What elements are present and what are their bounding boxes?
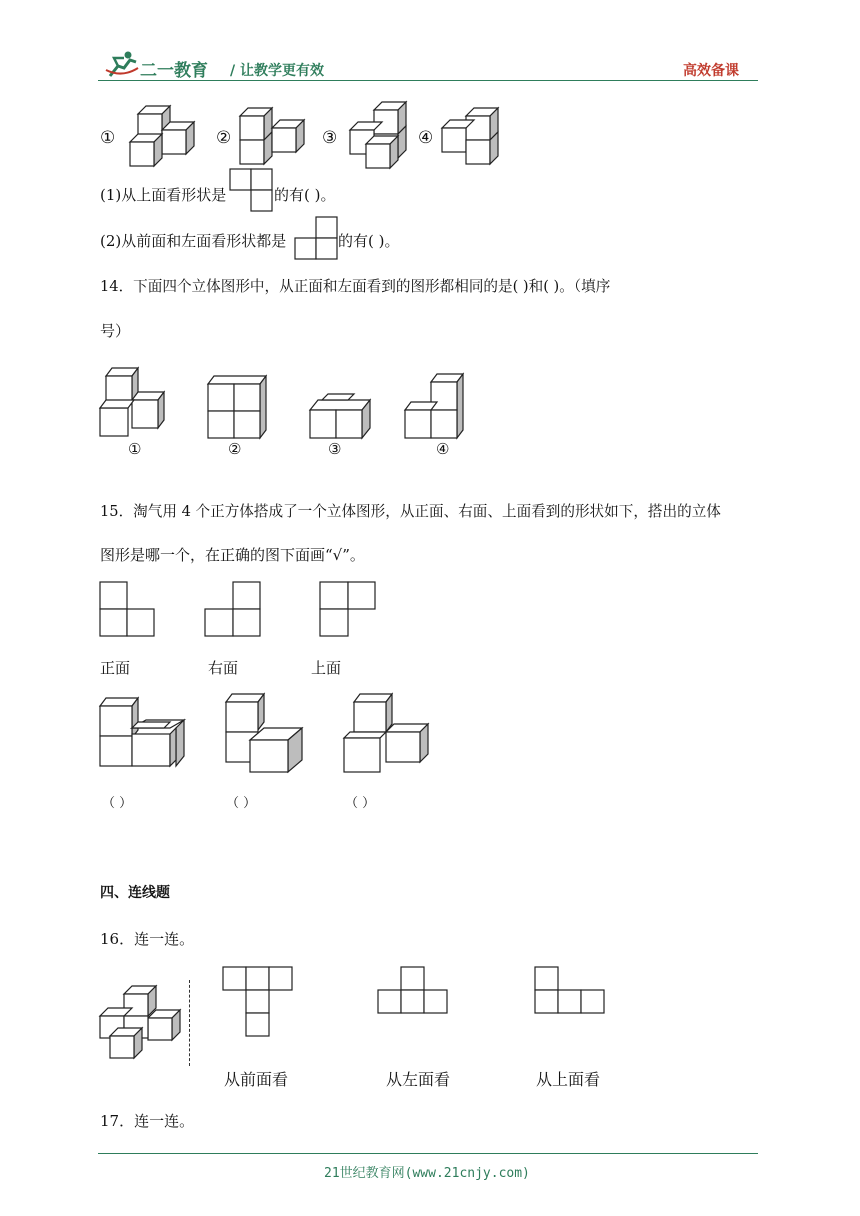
q14-text-line1: 14．下面四个立体图形中，从正面和左面看到的图形都相同的是( )和( )。（填序 xyxy=(100,278,611,295)
q16-view-b xyxy=(377,966,449,1016)
q15-view-front xyxy=(99,581,157,637)
q13-part1 xyxy=(100,184,226,205)
q13-label-2: ② xyxy=(216,128,232,148)
q15-option-1 xyxy=(98,694,188,768)
q13-part2-shape xyxy=(294,216,338,262)
q13-figure-1 xyxy=(128,100,200,170)
q14-figure-1 xyxy=(98,366,174,438)
footer-rule xyxy=(98,1153,758,1154)
q13-figures xyxy=(98,100,518,170)
q15-view-top xyxy=(319,581,377,637)
q13-part2-after: 的有( )。 xyxy=(338,232,400,250)
q13-part1-after: 的有( )。 xyxy=(274,186,336,204)
q14-figures xyxy=(98,366,478,466)
q15-option-2 xyxy=(222,690,308,774)
header-slogan: / 让教学更有效 xyxy=(230,63,324,79)
q14-label-3: ③ xyxy=(328,440,342,458)
q15-answer-blank-3[interactable]: （ ） xyxy=(345,796,376,811)
header-rule xyxy=(98,80,758,81)
q16-solid xyxy=(98,984,184,1060)
q13-figure-3 xyxy=(348,100,420,170)
q16-label-front: 从前面看 xyxy=(224,1070,289,1089)
header xyxy=(98,50,758,80)
q16-divider xyxy=(189,980,190,1066)
q17-text: 17．连一连。 xyxy=(100,1112,195,1130)
q15-view-label-right: 右面 xyxy=(208,659,239,677)
q15-answer-blank-2[interactable]: （ ） xyxy=(226,796,257,811)
q13-label-3: ③ xyxy=(322,128,338,148)
q14-figure-4 xyxy=(403,372,469,438)
q14-label-2: ② xyxy=(228,440,242,458)
q14-figure-2 xyxy=(206,374,272,438)
q13-label-1: ① xyxy=(100,128,116,148)
brand-name: 二一教育 xyxy=(140,61,208,81)
q15-text-line1: 15．淘气用 4 个正方体搭成了一个立体图形，从正面、右面、上面看到的形状如下，搭出的立体 xyxy=(100,503,721,520)
q15-view-right xyxy=(204,581,262,637)
header-right-tag: 高效备课 xyxy=(683,63,739,79)
section-title: 四、连线题 xyxy=(100,885,170,901)
q13-part1-shape xyxy=(229,168,273,214)
q14-figure-3 xyxy=(308,392,374,438)
q16-label-left: 从左面看 xyxy=(386,1070,451,1089)
q15-answer-blank-1[interactable]: （ ） xyxy=(102,796,133,811)
q15-view-label-front: 正面 xyxy=(100,659,131,677)
q15-view-label-top: 上面 xyxy=(311,659,342,677)
q13-figure-2 xyxy=(238,106,310,166)
q13-part1-before: (1)从上面看形状是 xyxy=(100,186,227,204)
q15-option-3 xyxy=(342,692,432,774)
q14-label-1: ① xyxy=(128,440,142,458)
q16-text: 16．连一连。 xyxy=(100,930,195,948)
q13-figure-4 xyxy=(440,106,512,166)
q16-view-a xyxy=(222,966,294,1038)
q14-label-4: ④ xyxy=(436,440,450,458)
q16-label-top: 从上面看 xyxy=(536,1070,601,1089)
q15-text-line2: 图形是哪一个，在正确的图下面画“√”。 xyxy=(100,546,365,564)
q14-text-line2: 号） xyxy=(100,322,131,340)
q13-label-4: ④ xyxy=(418,128,434,148)
q13-part2-before: (2)从前面和左面看形状都是 xyxy=(100,232,287,250)
footer-text[interactable]: 21世纪教育网(www.21cnjy.com) xyxy=(324,1166,530,1181)
logo-runner-icon xyxy=(104,50,140,78)
q16-view-c xyxy=(534,966,606,1016)
